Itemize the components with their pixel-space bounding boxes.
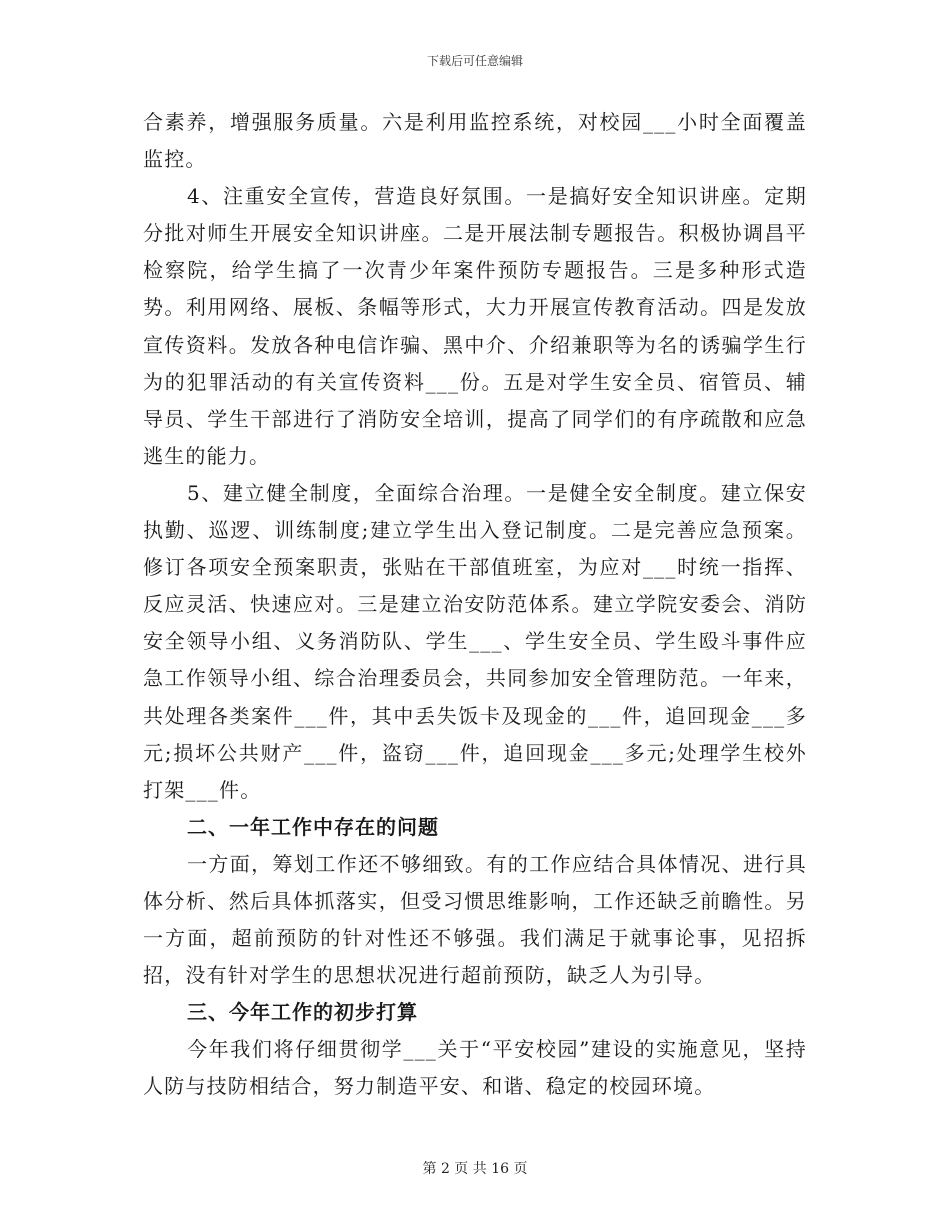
paragraph-plan: 今年我们将仔细贯彻学___关于“平安校园”建设的实施意见，坚持人防与技防相结合，努力制造平安、和谐、稳定的校园环境。 <box>143 1037 807 1099</box>
paragraph-problems: 一方面，筹划工作还不够细致。有的工作应结合具体情况、进行具体分析、然后具体抓落实，但受习惯思维影响，工作还缺乏前瞻性。另一方面，超前预防的针对性还不够强。我们满足于就事论事，见招拆招，没有针对学生的思想状况进行超前预防，缺乏人为引导。 <box>143 851 807 988</box>
paragraph-continuation: 合素养，增强服务质量。六是利用监控系统，对校园___小时全面覆盖监控。 <box>143 110 807 172</box>
section-heading-plan: 三、今年工作的初步打算 <box>187 1000 418 1025</box>
page-header: 下载后可任意编辑 <box>426 54 523 68</box>
section-heading-problems: 二、一年工作中存在的问题 <box>187 814 439 839</box>
page-number: 第 2 页 共 16 页 <box>422 1161 528 1177</box>
document-body <box>143 104 807 1106</box>
paragraph-safety-publicity: 4、注重安全宣传，营造良好氛围。一是搞好安全知识讲座。定期分批对师生开展安全知识讲座。二是开展法制专题报告。积极协调昌平检察院，给学生搞了一次青少年案件预防专题报告。三是多种形式造势。利用网络、展板、条幅等形式，大力开展宣传教育活动。四是发放宣传资料。发放各种电信诈骗、黑中介、介绍兼职等为名的诱骗学生行为的犯罪活动的有关宣传资料___份。五是对学生安全员、宿管员、辅导员、学生干部进行了消防安全培训，提高了同学们的有序疏散和应急逃生的能力。 <box>143 184 807 468</box>
paragraph-system-building: 5、建立健全制度，全面综合治理。一是健全安全制度。建立保安执勤、巡逻、训练制度;建立学生出入登记制度。二是完善应急预案。修订各项安全预案职责，张贴在干部值班室，为应对___时统一指挥、反应灵活、快速应对。三是建立治安防范体系。建立学院安委会、消防安全领导小组、义务消防队、学生___、学生安全员、学生殴斗事件应急工作领导小组、综合治理委员会，共同参加安全管理防范。一年来，共处理各类案件___件，其中丢失饭卡及现金的___件，追回现金___多元;损坏公共财产___件，盗窃___件，追回现金___多元;处理学生校外打架___件。 <box>143 480 807 802</box>
